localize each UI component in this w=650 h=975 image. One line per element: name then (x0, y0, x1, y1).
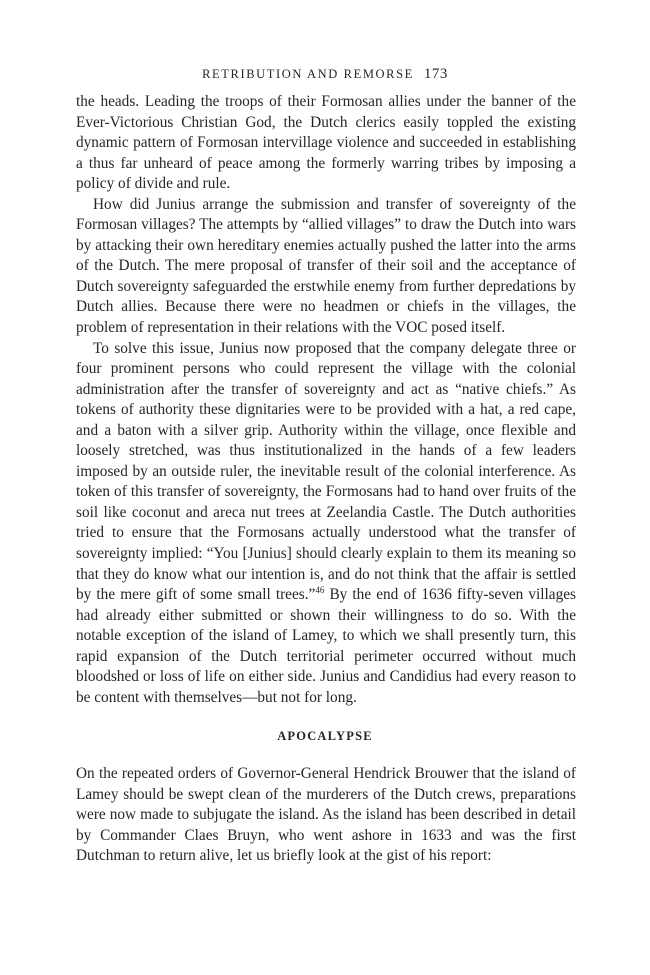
section-paragraph: On the repeated orders of Governor-General Hendrick Brouwer that the island of Lamey should be swept clean of the murderers of the Dutch crews, preparations were now made to subjugate the island. As the island has been described in detail by Commander Claes Bruyn, who went ashore in 1633 and was the first Dutchman to return alive, let us briefly look at the gist of his report: (76, 765, 576, 865)
paragraph-2: How did Junius arrange the submission and transfer of sovereignty of the Formosan villages? The attempts by “allied villages” to draw the Dutch into wars by attacking their own hereditary enemies actually pushed the latter into the arms of the Dutch. The mere proposal of transfer of their soil and the acceptance of Dutch sovereignty safeguarded the erstwhile enemy from further depredations by Dutch allies. Because there were no headmen or chiefs in the villages, the problem of representation in their relations with the VOC posed itself. (76, 195, 576, 337)
paragraph-3-continuation: By the end of 1636 fifty-seven villages had already either submitted or shown their willingness to do so. With the notable exception of the island of Lamey, to which we shall presently turn, this rapid expansion of the Dutch territorial perimeter occurred without much bloodshed or loss of life on either side. Junius and Candidius had every reason to be content with themselves—but not for long. (76, 586, 576, 706)
paragraph-3 (76, 339, 576, 709)
footnote-marker: 46 (315, 585, 325, 596)
section-heading: APOCALYPSE (277, 729, 373, 743)
paragraph-1: the heads. Leading the troops of their Formosan allies under the banner of the Ever-Victorious Christian God, the Dutch clerics easily toppled the existing dynamic pattern of Formosan intervillage violence and succeeded in establishing a thus far unheard of peace among the formerly warring tribes by imposing a policy of divide and rule. (76, 93, 576, 193)
body-text (76, 92, 576, 708)
running-title: RETRIBUTION AND REMORSE (202, 67, 414, 81)
section-body (76, 764, 576, 867)
running-head (0, 66, 650, 83)
page-number: 173 (423, 66, 448, 82)
paragraph-3-text: To solve this issue, Junius now proposed that the company delegate three or four prominent persons who could represent the village with the colonial administration after the transfer of sovereignty and act as “native chiefs.” As tokens of authority these dignitaries were to be provided with a hat, a red cape, and a baton with a silver grip. Authority within the village, once flexible and loosely stretched, was thus institutionalized in the hands of a few leaders imposed by an outside ruler, the inevitable result of the colonial interference. As token of this transfer of sovereignty, the Formosans had to hand over fruits of the soil like coconut and areca nut trees at Zeelandia Castle. The Dutch authorities tried to ensure that the Formosans actually understood what the transfer of sovereignty implied: “You [Junius] should clearly explain to them its meaning so that they do know what our intention is, and do not think that the affair is settled by the mere gift of some small trees.” (76, 339, 576, 604)
